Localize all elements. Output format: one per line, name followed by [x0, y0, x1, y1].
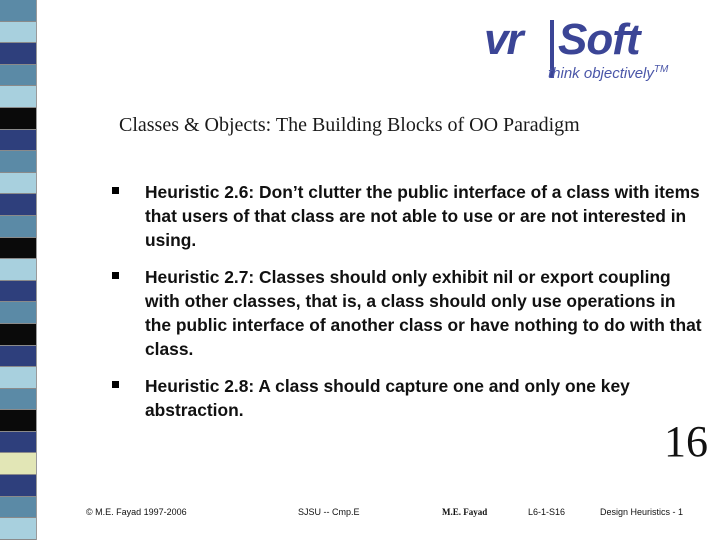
- footer-topic: Design Heuristics - 1: [600, 507, 684, 517]
- strip-block-18: [0, 389, 36, 411]
- strip-block-6: [0, 130, 36, 152]
- strip-block-9: [0, 194, 36, 216]
- strip-block-7: [0, 151, 36, 173]
- footer-course: SJSU -- Cmp.E: [298, 507, 360, 517]
- logo-soft-text: Soft: [558, 15, 640, 64]
- footer-copyright: © M.E. Fayad 1997-2006: [86, 507, 187, 517]
- strip-block-13: [0, 281, 36, 303]
- strip-block-8: [0, 173, 36, 195]
- strip-block-20: [0, 432, 36, 454]
- logo-trademark: TM: [653, 64, 669, 75]
- strip-block-14: [0, 302, 36, 324]
- strip-block-2: [0, 43, 36, 65]
- strip-block-11: [0, 238, 36, 260]
- strip-block-24: [0, 518, 36, 540]
- bullet-item: [112, 265, 702, 361]
- bullet-square-icon: [112, 187, 119, 194]
- logo-tagline: think objectively™: [548, 64, 669, 82]
- logo-vr-text: vr: [484, 15, 522, 64]
- strip-block-15: [0, 324, 36, 346]
- strip-block-16: [0, 346, 36, 368]
- footer-author: M.E. Fayad: [442, 507, 488, 517]
- strip-block-21: [0, 453, 36, 475]
- slide-page-number: 16: [664, 417, 708, 466]
- strip-block-10: [0, 216, 36, 238]
- strip-block-22: [0, 475, 36, 497]
- strip-block-0: [0, 0, 36, 22]
- strip-block-23: [0, 497, 36, 519]
- strip-block-17: [0, 367, 36, 389]
- bullet-square-icon: [112, 272, 119, 279]
- strip-block-3: [0, 65, 36, 87]
- strip-block-19: [0, 410, 36, 432]
- bullet-list: [112, 180, 702, 435]
- vrsoft-logo: [484, 15, 704, 84]
- bullet-item: [112, 180, 702, 252]
- bullet-text: Heuristic 2.6: Don’t clutter the public interface of a class with items that users of that class are not able to use or are not interested in using.: [145, 182, 700, 250]
- slide-title: Classes & Objects: The Building Blocks of OO Paradigm: [119, 114, 580, 136]
- strip-block-1: [0, 22, 36, 44]
- bullet-item: [112, 374, 702, 422]
- bullet-text: Heuristic 2.7: Classes should only exhibit nil or export coupling with other classes, that is, a class should only use operations in the public interface of another class or have nothing to do with that class.: [145, 267, 702, 359]
- strip-block-5: [0, 108, 36, 130]
- strip-block-12: [0, 259, 36, 281]
- bullet-square-icon: [112, 381, 119, 388]
- footer-lecture-id: L6-1-S16: [528, 507, 566, 517]
- decorative-color-strip: [0, 0, 37, 540]
- bullet-text: Heuristic 2.8: A class should capture one and only one key abstraction.: [145, 376, 630, 420]
- strip-block-4: [0, 86, 36, 108]
